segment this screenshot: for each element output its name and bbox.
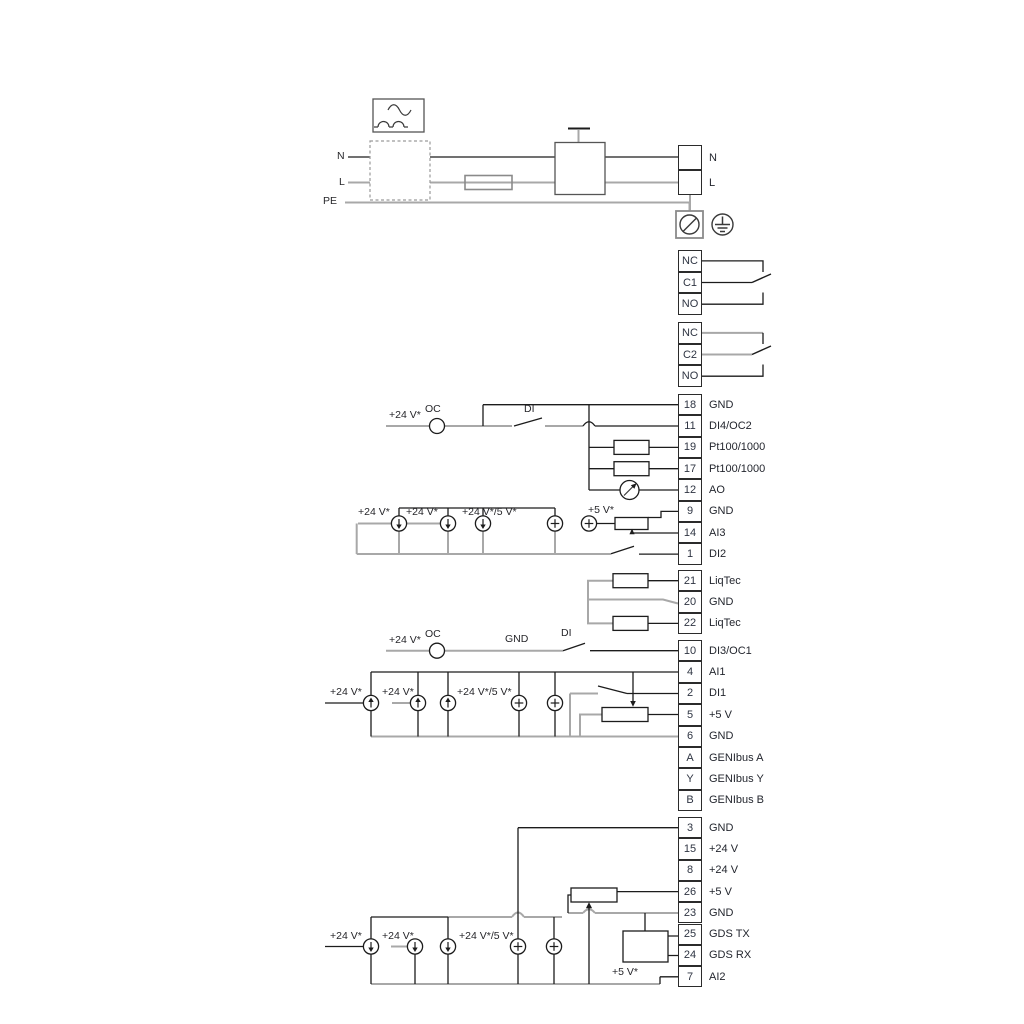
label-24v: +24 V* xyxy=(330,930,362,942)
terminal-number: 12 xyxy=(678,479,702,500)
terminal-label: GENIbus A xyxy=(709,751,764,764)
terminal-row-L xyxy=(0,170,1024,195)
terminal-label: AI3 xyxy=(709,526,726,539)
terminal-row-14 xyxy=(0,522,1024,543)
terminal-number: 1 xyxy=(678,543,702,564)
terminal-label: N xyxy=(709,151,717,164)
terminal-label: DI2 xyxy=(709,548,727,561)
terminal-label: AI2 xyxy=(709,970,726,983)
terminal-number: NC xyxy=(678,250,702,272)
terminal-row-24 xyxy=(0,945,1024,966)
label-24v: +24 V* xyxy=(382,930,414,942)
terminal-number: A xyxy=(678,747,702,768)
terminal-label: Pt100/1000 xyxy=(709,462,766,475)
terminal-label: L xyxy=(709,176,716,189)
protective-earth-icon xyxy=(712,214,733,235)
terminal-label: GND xyxy=(709,730,734,743)
terminal-number: Y xyxy=(678,768,702,789)
terminal-number: 15 xyxy=(678,838,702,859)
terminal-row-8 xyxy=(0,860,1024,881)
terminal-row-22 xyxy=(0,613,1024,634)
terminal-label: DI1 xyxy=(709,687,727,700)
terminal-number: 20 xyxy=(678,591,702,612)
label-24v: +24 V* xyxy=(389,634,421,646)
terminal-label: GND xyxy=(709,821,734,834)
terminal-row-1 xyxy=(0,543,1024,564)
terminal-number: 6 xyxy=(678,726,702,747)
terminal-row-3 xyxy=(0,817,1024,838)
terminal-number: 7 xyxy=(678,966,702,987)
label-oc: OC xyxy=(425,403,441,415)
terminal-label: AO xyxy=(709,484,725,497)
terminal-row-4 xyxy=(0,661,1024,682)
label-24v: +24 V* xyxy=(406,506,438,518)
label-24v: +24 V* xyxy=(389,409,421,421)
terminal-number: 21 xyxy=(678,570,702,591)
terminal-label: GENIbus Y xyxy=(709,773,764,786)
terminal-row-C1 xyxy=(0,272,1024,294)
terminal-number: NC xyxy=(678,322,702,344)
label-24v: +24 V* xyxy=(358,506,390,518)
screw-terminal-icon xyxy=(676,211,703,238)
terminal-label: LiqTec xyxy=(709,617,741,630)
terminal-number: 22 xyxy=(678,613,702,634)
terminal-number: 4 xyxy=(678,661,702,682)
terminal-row-C2 xyxy=(0,344,1024,366)
label-l-left: L xyxy=(339,176,345,188)
terminal-number: 24 xyxy=(678,945,702,966)
terminal-number: C1 xyxy=(678,272,702,294)
terminal-label: GND xyxy=(709,398,734,411)
label-di: DI xyxy=(561,627,572,639)
terminal-row-10 xyxy=(0,640,1024,661)
label-24v: +24 V* xyxy=(330,686,362,698)
terminal-label: DI3/OC1 xyxy=(709,644,752,657)
terminal-label: GND xyxy=(709,505,734,518)
terminal-row-12 xyxy=(0,479,1024,500)
label-5v: +5 V* xyxy=(612,966,638,978)
terminal-number: 25 xyxy=(678,924,702,945)
terminal-number: 5 xyxy=(678,704,702,725)
terminal-label: GENIbus B xyxy=(709,794,765,807)
terminal-row-15 xyxy=(0,838,1024,859)
terminal-row-23 xyxy=(0,902,1024,923)
terminal-number: 14 xyxy=(678,522,702,543)
terminal-number: 10 xyxy=(678,640,702,661)
terminal-row-6 xyxy=(0,726,1024,747)
terminal-label: GDS RX xyxy=(709,949,752,962)
terminal-label: GND xyxy=(709,596,734,609)
terminal-label: AI1 xyxy=(709,666,726,679)
terminal-row-21 xyxy=(0,570,1024,591)
terminal-label: DI4/OC2 xyxy=(709,420,752,433)
terminal-number xyxy=(678,170,702,195)
terminal-label: LiqTec xyxy=(709,574,741,587)
terminal-number: NO xyxy=(678,293,702,315)
label-24v: +24 V* xyxy=(382,686,414,698)
terminal-row-N xyxy=(0,145,1024,170)
terminal-number: 9 xyxy=(678,501,702,522)
label-n-left: N xyxy=(337,150,345,162)
terminal-row-5 xyxy=(0,704,1024,725)
terminal-row-B xyxy=(0,790,1024,811)
terminal-label: +5 V xyxy=(709,708,732,721)
terminal-number: 26 xyxy=(678,881,702,902)
terminal-row-18 xyxy=(0,394,1024,415)
label-gnd: GND xyxy=(505,633,529,645)
label-di: DI xyxy=(524,403,535,415)
terminal-label: GDS TX xyxy=(709,928,750,941)
terminal-number: 11 xyxy=(678,415,702,436)
terminal-row-A xyxy=(0,747,1024,768)
label-pe: PE xyxy=(323,195,338,207)
terminal-label: +24 V xyxy=(709,842,739,855)
terminal-row-11 xyxy=(0,415,1024,436)
terminal-row-26 xyxy=(0,881,1024,902)
terminal-number xyxy=(678,145,702,170)
terminal-number: NO xyxy=(678,365,702,387)
label-24v-5v: +24 V*/5 V* xyxy=(457,686,512,698)
terminal-row-NC xyxy=(0,250,1024,272)
terminal-row-NO xyxy=(0,293,1024,315)
terminal-row-NO xyxy=(0,365,1024,387)
terminal-label: GND xyxy=(709,906,734,919)
terminal-row-NC xyxy=(0,322,1024,344)
terminal-number: 8 xyxy=(678,860,702,881)
label-5v: +5 V* xyxy=(588,504,614,516)
terminal-number: 3 xyxy=(678,817,702,838)
terminal-number: 23 xyxy=(678,902,702,923)
terminal-row-19 xyxy=(0,437,1024,458)
terminal-row-20 xyxy=(0,591,1024,612)
terminal-row-25 xyxy=(0,924,1024,945)
terminal-row-2 xyxy=(0,683,1024,704)
terminal-row-9 xyxy=(0,501,1024,522)
terminal-row-7 xyxy=(0,966,1024,987)
terminal-number: 19 xyxy=(678,437,702,458)
terminal-number: 17 xyxy=(678,458,702,479)
terminal-number: 18 xyxy=(678,394,702,415)
terminal-number: B xyxy=(678,790,702,811)
sine-wave-icon xyxy=(373,99,424,132)
terminal-number: C2 xyxy=(678,344,702,366)
label-24v-5v: +24 V*/5 V* xyxy=(459,930,514,942)
label-24v-5v: +24 V*/5 V* xyxy=(462,506,517,518)
label-oc: OC xyxy=(425,628,441,640)
terminal-row-17 xyxy=(0,458,1024,479)
terminal-label: +24 V xyxy=(709,864,739,877)
terminal-label: Pt100/1000 xyxy=(709,441,766,454)
terminal-label: +5 V xyxy=(709,885,732,898)
terminal-row-Y xyxy=(0,768,1024,789)
terminal-number: 2 xyxy=(678,683,702,704)
